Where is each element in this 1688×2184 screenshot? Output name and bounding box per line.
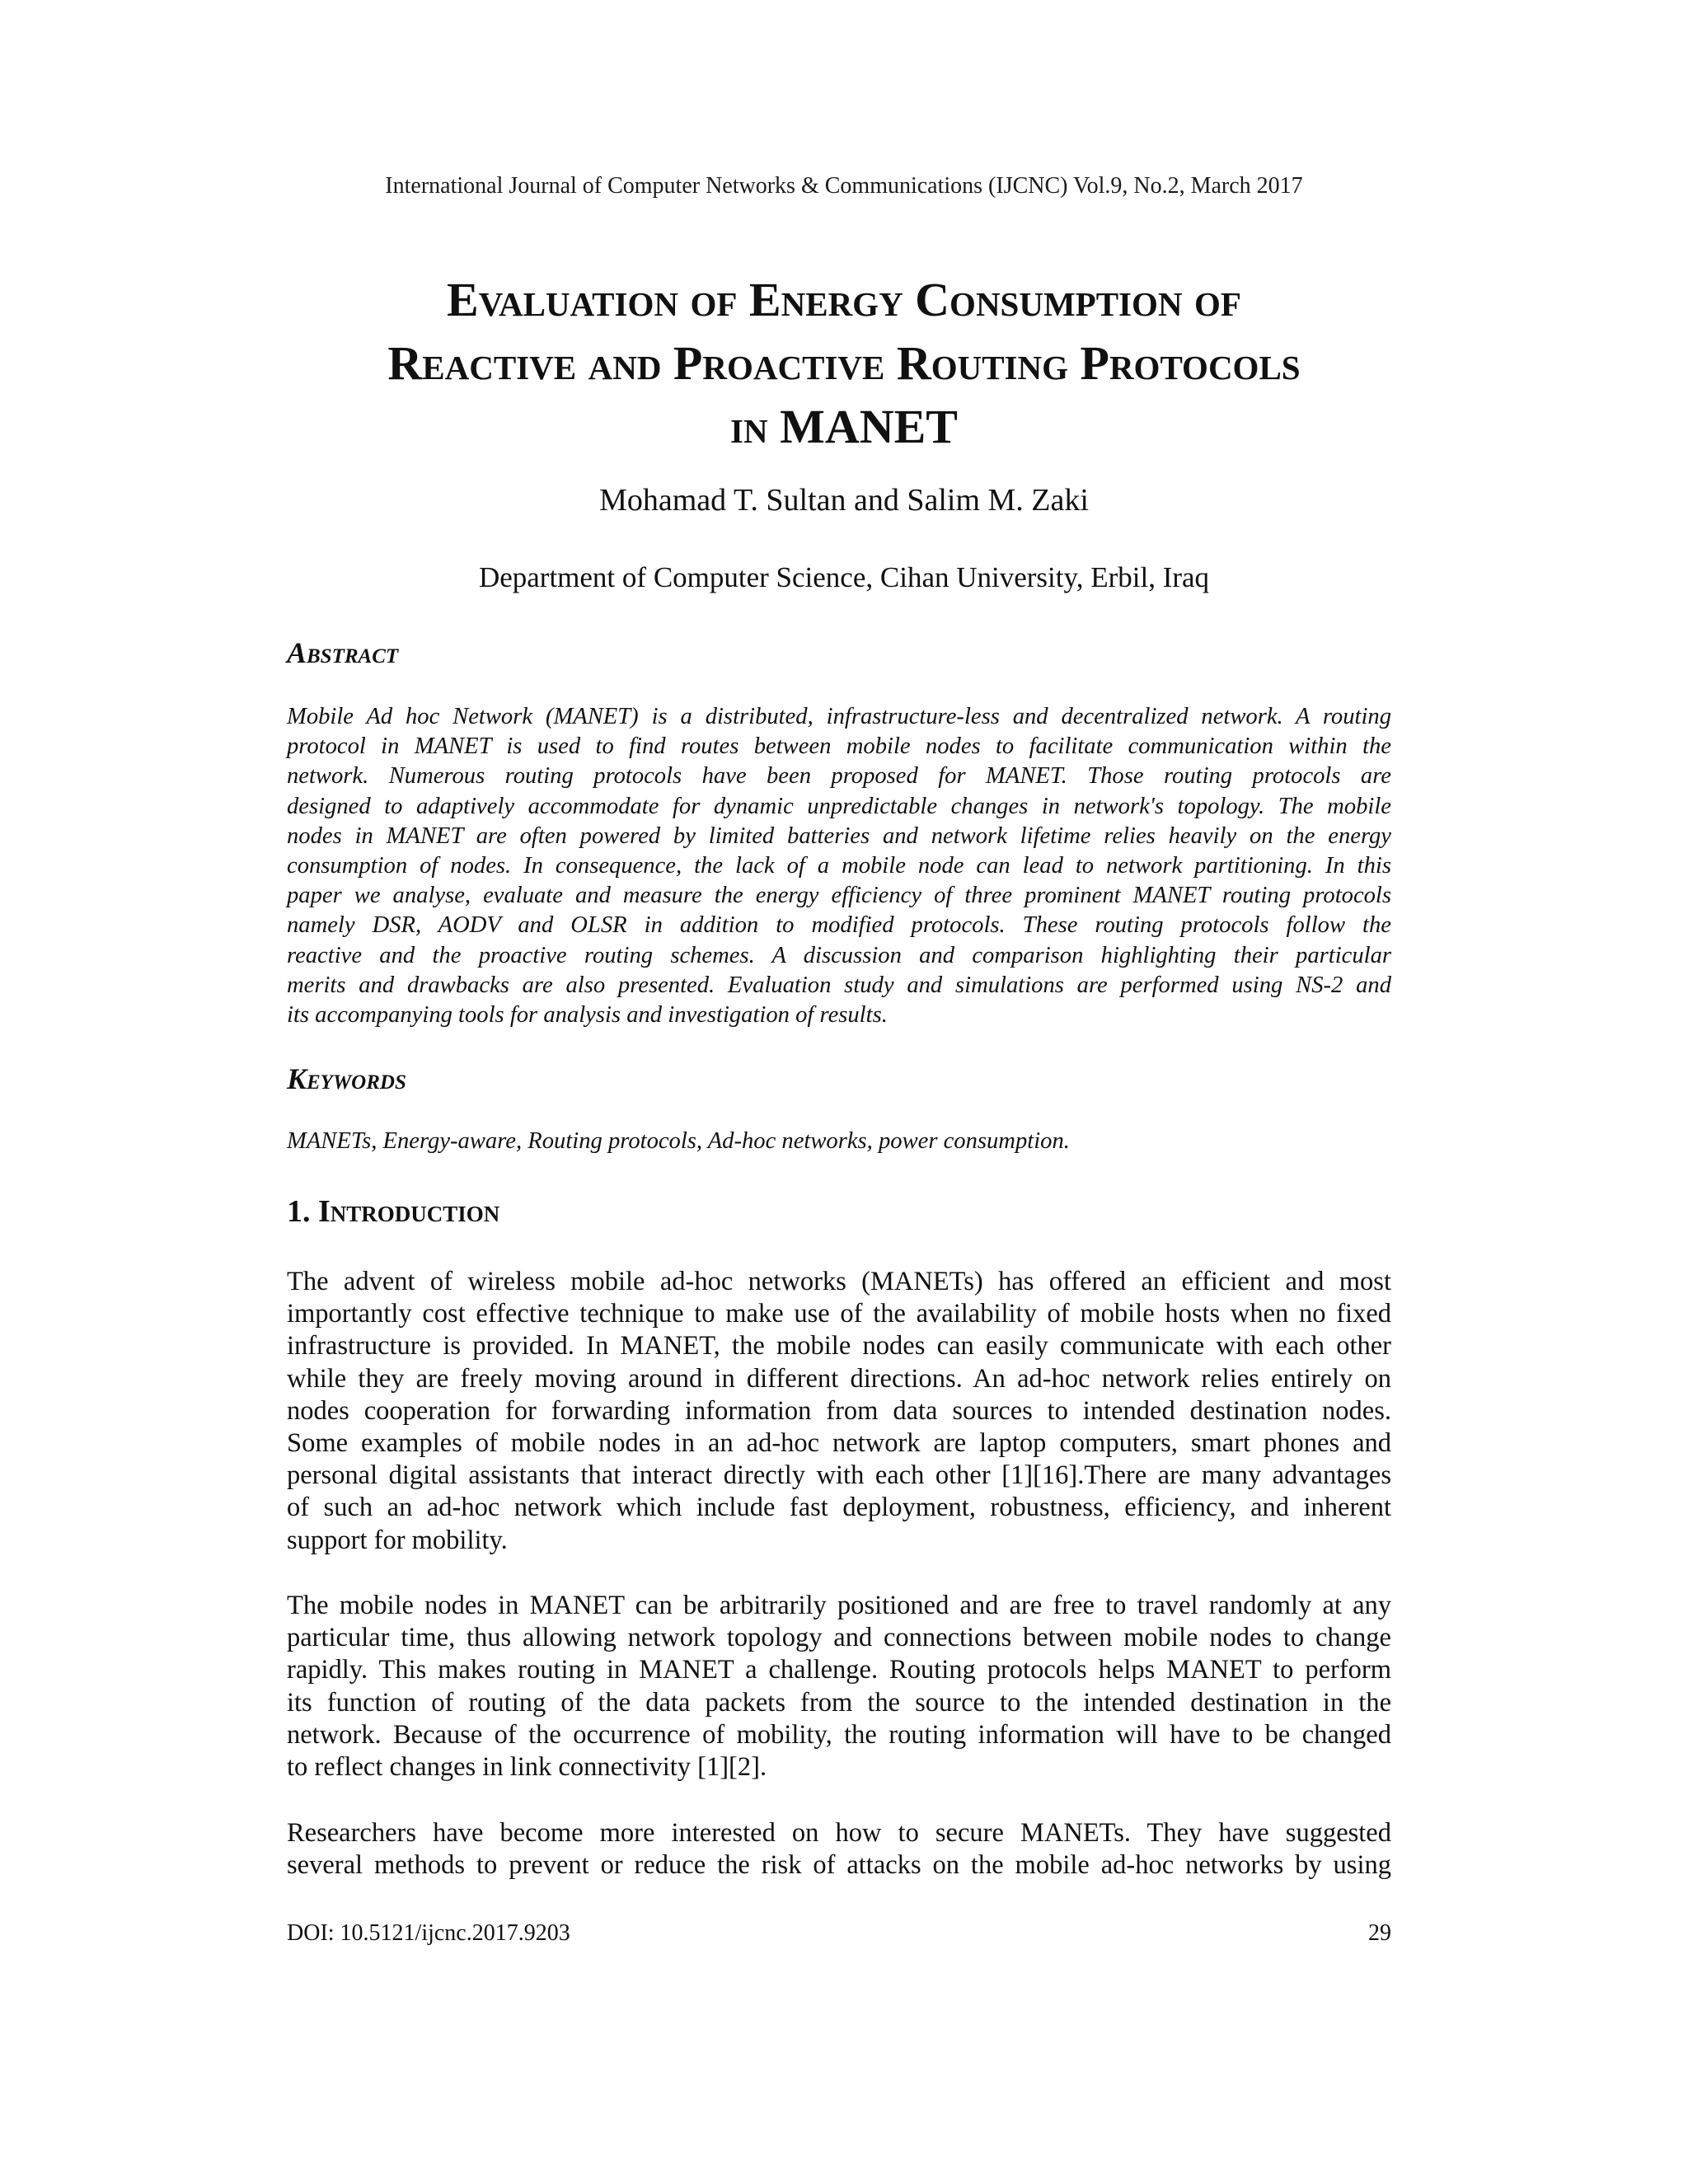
abstract-line: reactive and the proactive routing schemes. A discussion and comparison highlighting their particular [287,942,1391,968]
author-list: Mohamad T. Sultan and Salim M. Zaki [599,483,1089,518]
paragraph-line: particular time, thus allowing network topology and connections between mobile nodes to change [287,1623,1391,1653]
abstract-line: network. Numerous routing protocols have been proposed for MANET. Those routing protocols are [287,763,1391,790]
paragraph-line: while they are freely moving around in different directions. An ad-hoc network relies entirely on [287,1363,1391,1394]
title-line: Reactive and Proactive Routing Protocols [387,336,1301,390]
title-line: Evaluation of Energy Consumption of [447,273,1241,326]
abstract-heading: Abstract [287,636,399,669]
abstract-line: protocol in MANET is used to find routes between mobile nodes to facilitate communication within the [287,733,1391,760]
paragraph-line: Researchers have become more interested on how to secure MANETs. They have suggested [287,1818,1391,1848]
paragraph-line: Some examples of mobile nodes in an ad-hoc network are laptop computers, smart phones and [287,1427,1391,1458]
abstract-line: designed to adaptively accommodate for dynamic unpredictable changes in network's topology. The mobile [287,793,1391,819]
abstract-line: consumption of nodes. In consequence, the lack of a mobile node can lead to network partitioning. In this [287,852,1391,879]
keywords-heading: Keywords [287,1062,406,1095]
paragraph-line: support for mobility. [287,1525,508,1555]
abstract-line: merits and drawbacks are also presented. Evaluation study and simulations are performed using NS-2 and [287,972,1391,998]
paragraph-line: several methods to prevent or reduce the risk of attacks on the mobile ad-hoc networks by using [287,1850,1391,1881]
abstract-line: paper we analyse, evaluate and measure the energy efficiency of three prominent MANET routing protocols [287,883,1391,909]
intro-paragraph [287,1590,1391,1783]
paragraph-line: importantly cost effective technique to make use of the availability of mobile hosts when no fixed [287,1299,1391,1329]
paragraph-line: to reflect changes in link connectivity [1][2]. [287,1751,767,1782]
doi-footer: DOI: 10.5121/ijcnc.2017.9203 [287,1920,570,1946]
introduction-heading: 1. Introduction [287,1194,500,1229]
paragraph-line: its function of routing of the data packets from the source to the intended destination in the [287,1687,1391,1718]
paragraph-line: rapidly. This makes routing in MANET a challenge. Routing protocols helps MANET to perform [287,1655,1391,1685]
paragraph-line: The advent of wireless mobile ad-hoc networks (MANETs) has offered an efficient and most [287,1267,1391,1296]
paragraph-line: The mobile nodes in MANET can be arbitrarily positioned and are free to travel randomly at any [287,1591,1391,1620]
paper-title [206,268,1482,458]
paragraph-line: network. Because of the occurrence of mobility, the routing information will have to be changed [287,1719,1391,1750]
intro-paragraph [287,1266,1391,1557]
abstract-line: its accompanying tools for analysis and investigation of results. [287,1001,888,1028]
paragraph-line: nodes cooperation for forwarding information from data sources to intended destination nodes. [287,1395,1391,1426]
affiliation: Department of Computer Science, Cihan University, Erbil, Iraq [478,561,1210,593]
running-header: International Journal of Computer Networks & Communications (IJCNC) Vol.9, No.2, March 2017 [385,173,1303,199]
abstract-line: namely DSR, AODV and OLSR in addition to modified protocols. These routing protocols follow the [287,912,1391,939]
abstract-text [287,702,1391,1030]
abstract-line: nodes in MANET are often powered by limited batteries and network lifetime relies heavily on the energy [287,823,1391,849]
paragraph-line: personal digital assistants that interact directly with each other [1][16].There are many advantages [287,1460,1391,1491]
paragraph-line: of such an ad-hoc network which include fast deployment, robustness, efficiency, and inherent [287,1493,1391,1523]
page-number: 29 [1368,1920,1391,1946]
keywords-text: MANETs, Energy-aware, Routing protocols, Ad-hoc networks, power consumption. [287,1128,1070,1154]
paragraph-line: infrastructure is provided. In MANET, the mobile nodes can easily communicate with each other [287,1331,1391,1361]
intro-paragraph [287,1817,1391,1882]
title-line: in MANET [730,400,958,453]
abstract-line: Mobile Ad hoc Network (MANET) is a distributed, infrastructure-less and decentralized network. A routing [287,704,1391,729]
